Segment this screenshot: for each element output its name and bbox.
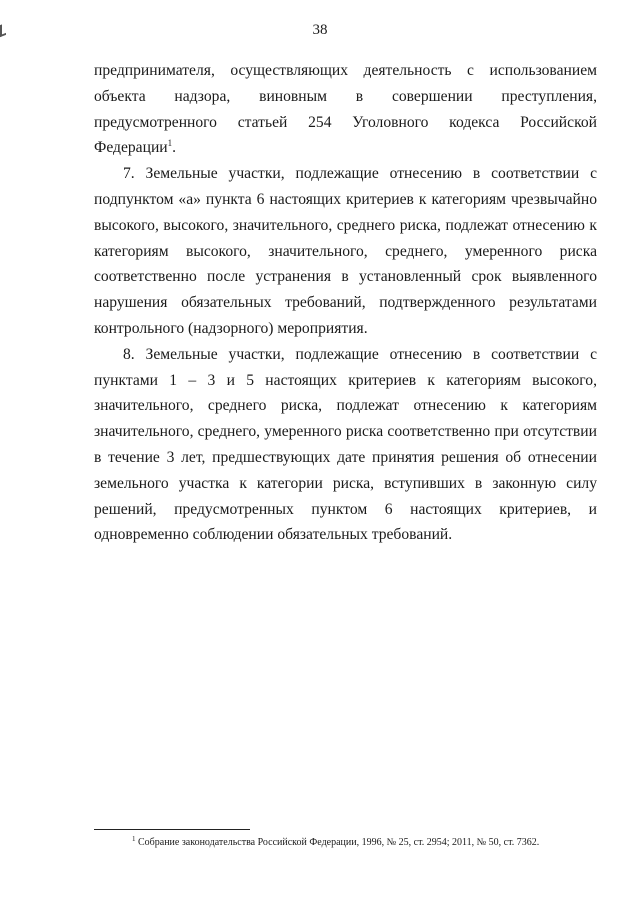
footnote-text: Собрание законодательства Российской Федерации, 1996, № 25, ст. 2954; 2011, № 50, ст. 7362. bbox=[135, 837, 540, 848]
footnote-marker: 1 bbox=[132, 835, 136, 843]
paragraph-continuation bbox=[94, 58, 597, 161]
paragraph-continuation-text: предпринимателя, осуществляющих деятельность с использованием объекта надзора, виновным в совершении преступления, предусмотренного статьей 254 Уголовного кодекса Российской Федерации bbox=[94, 62, 597, 157]
footnote-reference[interactable]: 1 bbox=[167, 138, 173, 149]
footnote bbox=[132, 836, 602, 849]
page-number: 38 bbox=[312, 22, 328, 38]
document-body bbox=[94, 58, 597, 548]
paragraph-7: 7. Земельные участки, подлежащие отнесению в соответствии с подпунктом «а» пункта 6 настоящих критериев к категориям чрезвычайно высокого, высокого, значительного, среднего риска, подлежат отнесению к категориям высокого, значительного, среднего, умеренного риска соответственно после устранения в установленный срок выявленного нарушения обязательных требований, подтвержденного результатами контрольного (надзорного) мероприятия. bbox=[94, 165, 597, 337]
paragraph-continuation-tail: . bbox=[172, 139, 177, 157]
paragraph-8: 8. Земельные участки, подлежащие отнесению в соответствии с пунктами 1 – 3 и 5 настоящих критериев к категориям высокого, значительного, среднего риска, подлежат отнесению к категориям значительного, среднего, умеренного риска соответственно при отсутствии в течение 3 лет, предшествующих дате принятия решения об отнесении земельного участка к категории риска, вступивших в законную силу решений, предусмотренных пунктом 6 настоящих критериев, и одновременно соблюдении обязательных требований. bbox=[94, 345, 597, 544]
footnote-divider bbox=[94, 829, 250, 830]
